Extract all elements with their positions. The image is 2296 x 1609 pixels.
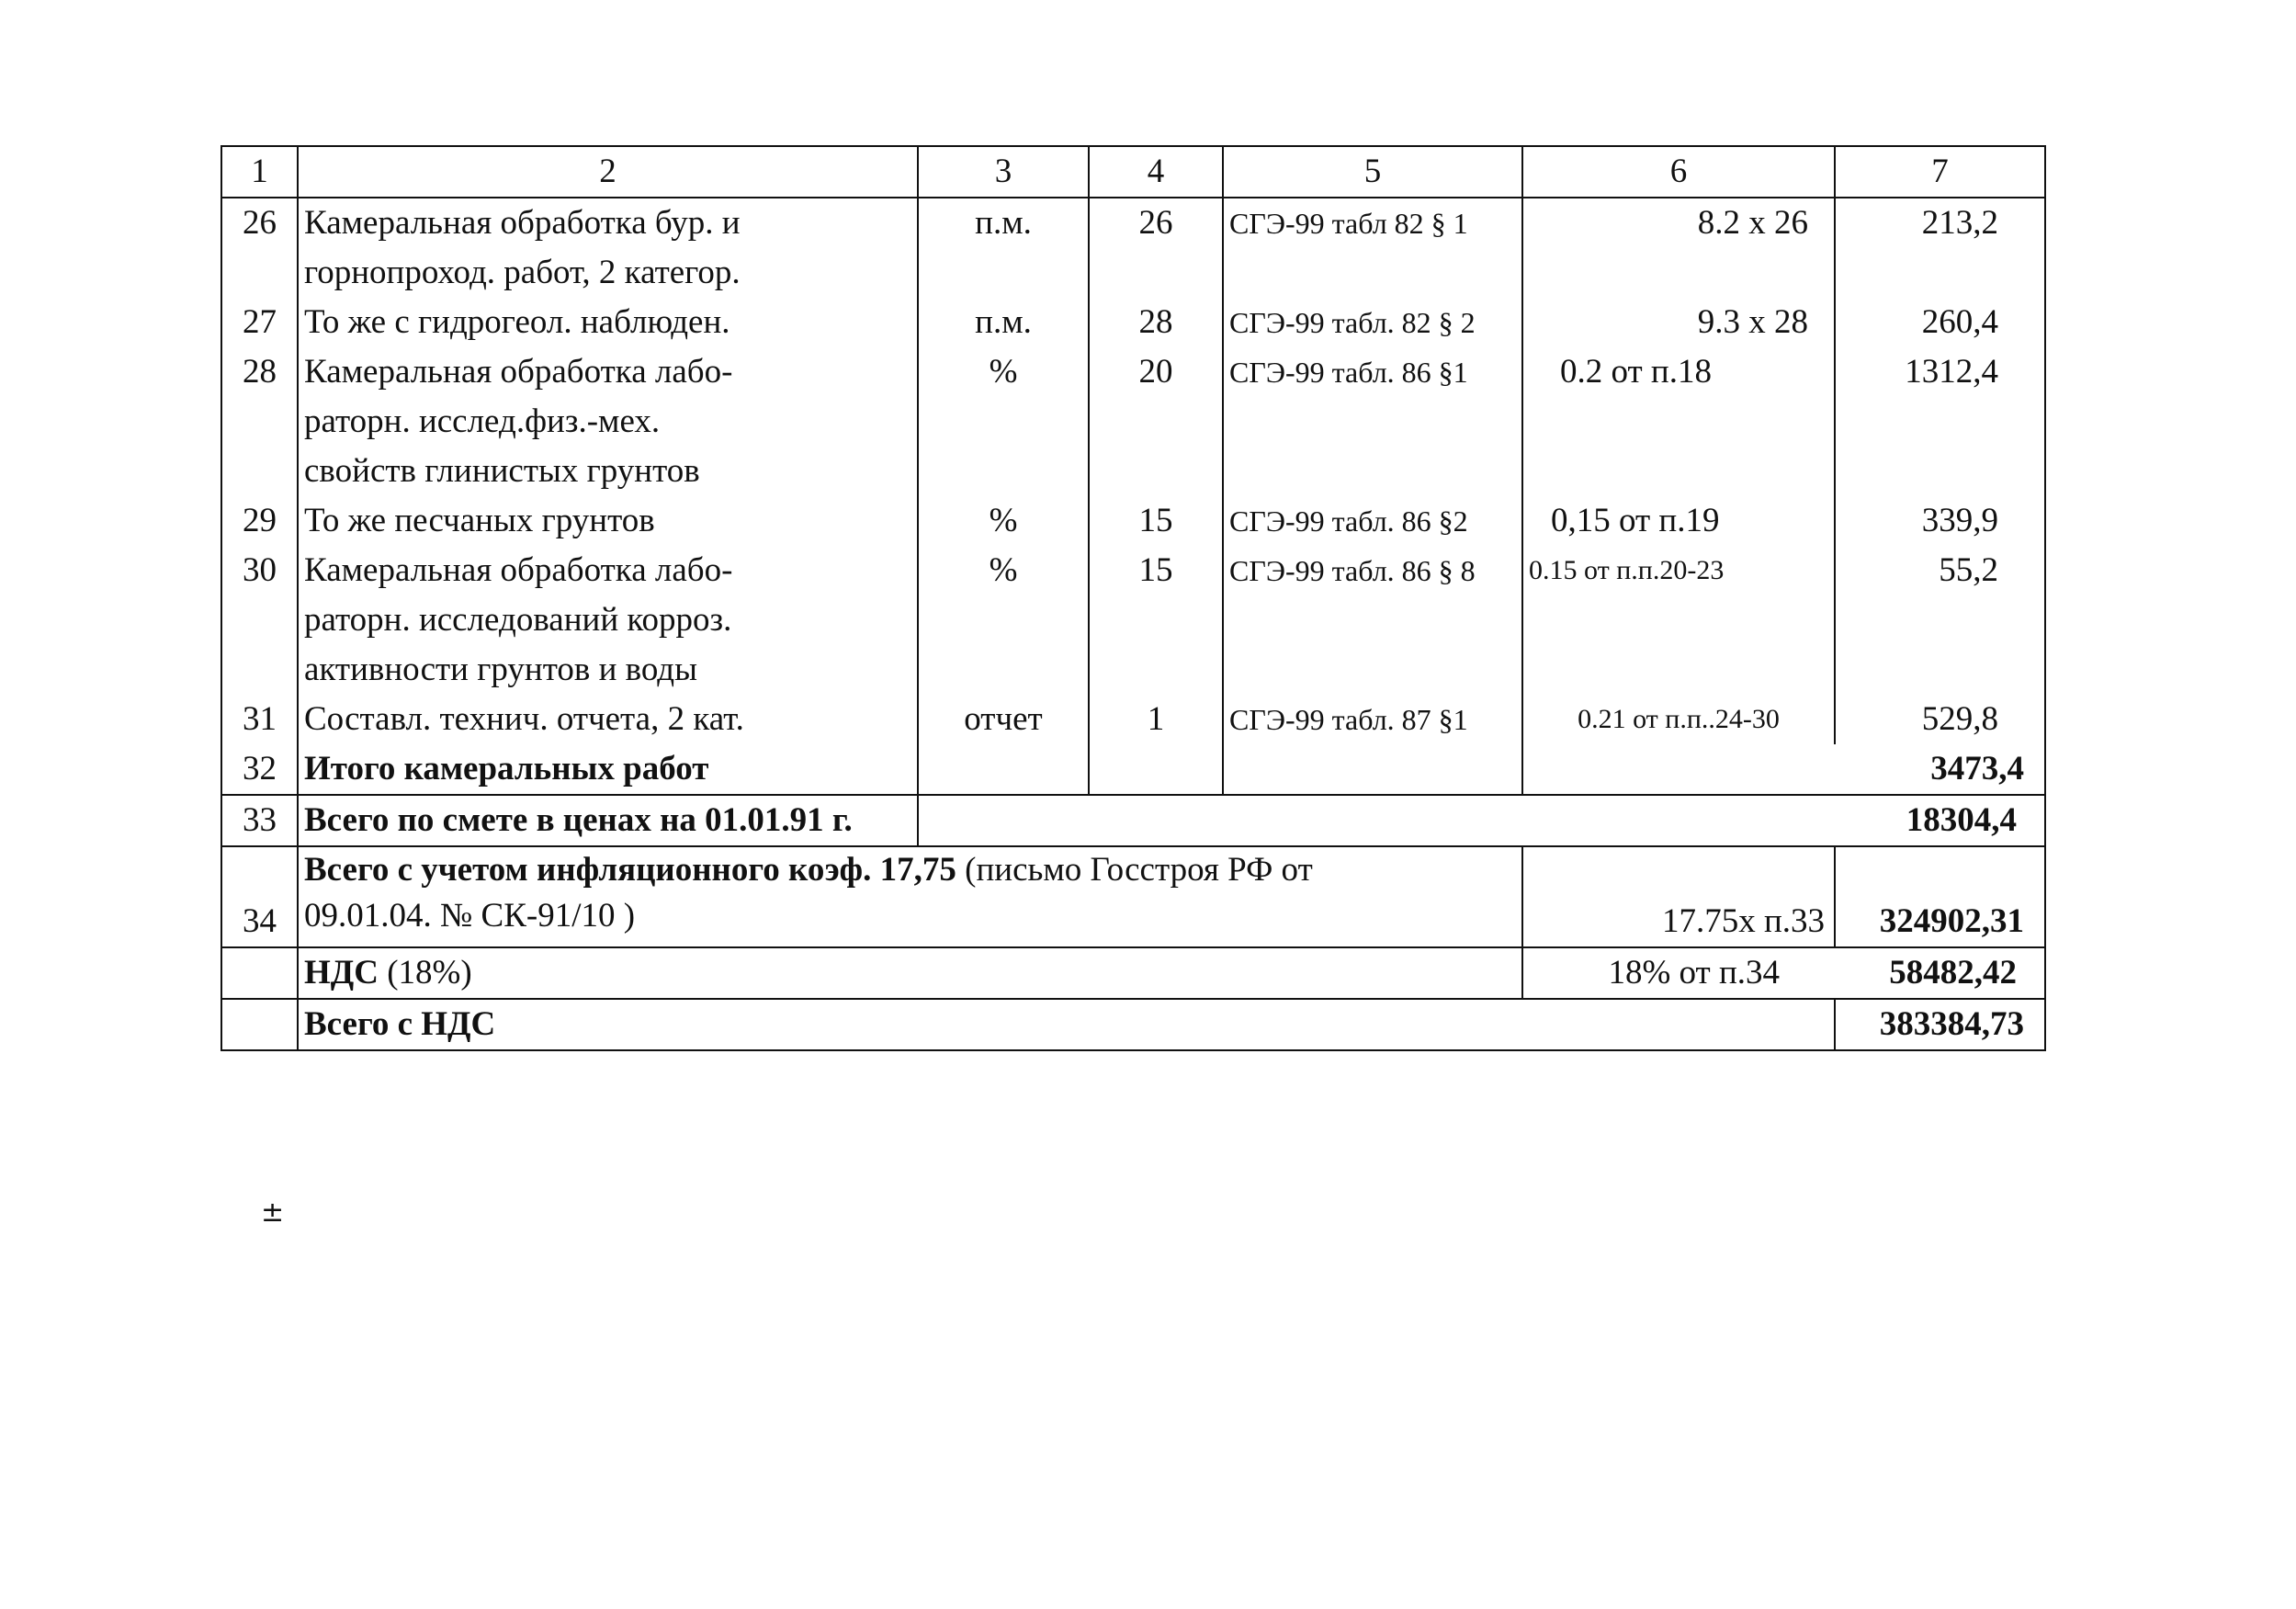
grand-total-row	[221, 999, 2045, 1050]
description-line: раторн. исследований корроз.	[304, 601, 732, 639]
row-sum: 529,8	[1835, 695, 2045, 744]
vat-label-rest: (18%)	[378, 954, 472, 991]
row-sum: 260,4	[1835, 298, 2045, 347]
row-number: 27	[221, 298, 298, 347]
row-number: 29	[221, 496, 298, 546]
row-quantity: 26	[1089, 198, 1223, 298]
total-label: Всего по смете в ценах на 01.01.91 г.	[298, 795, 918, 846]
row-reference: СГЭ-99 табл. 82 § 2	[1223, 298, 1522, 347]
row-description	[298, 695, 918, 744]
description-line: активности грунтов и воды	[304, 651, 697, 688]
row-number	[221, 999, 298, 1050]
total-row	[221, 795, 2045, 846]
row-number: 33	[221, 795, 298, 846]
inflation-total-row	[221, 846, 2045, 947]
row-unit	[918, 744, 1089, 795]
row-calculation: 0.21 от п.п..24-30	[1522, 695, 1835, 744]
row-reference: СГЭ-99 табл. 87 §1	[1223, 695, 1522, 744]
row-calculation: 0.2 от п.18	[1522, 347, 1835, 496]
row-calculation	[1522, 744, 1835, 795]
inflation-label	[298, 846, 1522, 947]
description-line: Камеральная обработка бур. и	[304, 204, 741, 242]
row-quantity: 1	[1089, 695, 1223, 744]
row-unit: п.м.	[918, 198, 1089, 298]
row-description	[298, 546, 918, 695]
row-number: 34	[221, 846, 298, 947]
inflation-sum: 324902,31	[1835, 846, 2045, 947]
inflation-label-bold: Всего с учетом инфляционного коэф. 17,75	[304, 851, 956, 889]
table-row	[221, 298, 2045, 347]
row-unit: п.м.	[918, 298, 1089, 347]
subtotal-sum: 3473,4	[1835, 744, 2045, 795]
description-line: горнопроход. работ, 2 категор.	[304, 254, 741, 291]
row-quantity: 15	[1089, 496, 1223, 546]
column-header: 5	[1223, 146, 1522, 198]
row-number: 28	[221, 347, 298, 496]
row-reference: СГЭ-99 табл. 86 § 8	[1223, 546, 1522, 695]
row-description	[298, 496, 918, 546]
grand-total-label: Всего с НДС	[298, 999, 1835, 1050]
row-reference: СГЭ-99 табл. 86 §2	[1223, 496, 1522, 546]
row-number: 26	[221, 198, 298, 298]
description-line: Составл. технич. отчета, 2 кат.	[304, 700, 744, 738]
row-quantity: 28	[1089, 298, 1223, 347]
table-row	[221, 198, 2045, 298]
row-unit: %	[918, 546, 1089, 695]
row-calculation: 8.2 х 26	[1522, 198, 1835, 298]
column-header: 1	[221, 146, 298, 198]
vat-label	[298, 947, 1522, 999]
row-sum: 55,2	[1835, 546, 2045, 695]
description-line: раторн. исслед.физ.-мех.	[304, 402, 661, 440]
row-number: 31	[221, 695, 298, 744]
row-quantity: 20	[1089, 347, 1223, 496]
row-quantity: 15	[1089, 546, 1223, 695]
row-calculation: 9.3 х 28	[1522, 298, 1835, 347]
description-line: свойств глинистых грунтов	[304, 452, 700, 490]
row-description	[298, 347, 918, 496]
vat-sum: 58482,42	[1835, 947, 2045, 999]
row-number: 32	[221, 744, 298, 795]
description-line: То же с гидрогеол. наблюден.	[304, 303, 730, 341]
row-description	[298, 298, 918, 347]
column-header: 4	[1089, 146, 1223, 198]
row-unit: %	[918, 496, 1089, 546]
inflation-label-rest: (письмо Госстроя РФ от	[956, 851, 1313, 889]
column-header: 7	[1835, 146, 2045, 198]
row-number	[221, 947, 298, 999]
vat-row	[221, 947, 2045, 999]
grand-total-sum: 383384,73	[1835, 999, 2045, 1050]
row-number: 30	[221, 546, 298, 695]
description-line: Камеральная обработка лабо-	[304, 551, 733, 589]
row-reference	[1223, 744, 1522, 795]
vat-calculation: 18% от п.34	[1522, 947, 1835, 999]
row-sum: 213,2	[1835, 198, 2045, 298]
subtotal-row	[221, 744, 2045, 795]
inflation-label-line	[304, 847, 1516, 893]
row-calculation: 0,15 от п.19	[1522, 496, 1835, 546]
table-row	[221, 347, 2045, 496]
vat-label-bold: НДС	[304, 954, 379, 991]
description-line: То же песчаных грунтов	[304, 502, 655, 539]
column-header: 6	[1522, 146, 1835, 198]
row-sum: 339,9	[1835, 496, 2045, 546]
inflation-calculation: 17.75х п.33	[1522, 846, 1835, 947]
row-quantity	[1089, 744, 1223, 795]
column-header: 2	[298, 146, 918, 198]
table-row	[221, 496, 2045, 546]
margin-mark: ±	[261, 1196, 285, 1229]
row-description: Итого камеральных работ	[298, 744, 918, 795]
row-unit: %	[918, 347, 1089, 496]
row-description	[298, 198, 918, 298]
row-reference: СГЭ-99 табл 82 § 1	[1223, 198, 1522, 298]
inflation-label-line2: 09.01.04. № СК-91/10 )	[304, 897, 636, 935]
row-calculation: 0.15 от п.п.20-23	[1522, 546, 1835, 695]
estimate-table	[221, 145, 2046, 1051]
description-line: Камеральная обработка лабо-	[304, 353, 733, 391]
row-reference: СГЭ-99 табл. 86 §1	[1223, 347, 1522, 496]
row-unit: отчет	[918, 695, 1089, 744]
table-row	[221, 546, 2045, 695]
table-header-row	[221, 146, 2045, 198]
column-header: 3	[918, 146, 1089, 198]
total-sum: 18304,4	[918, 795, 2045, 846]
table-row	[221, 695, 2045, 744]
row-sum: 1312,4	[1835, 347, 2045, 496]
